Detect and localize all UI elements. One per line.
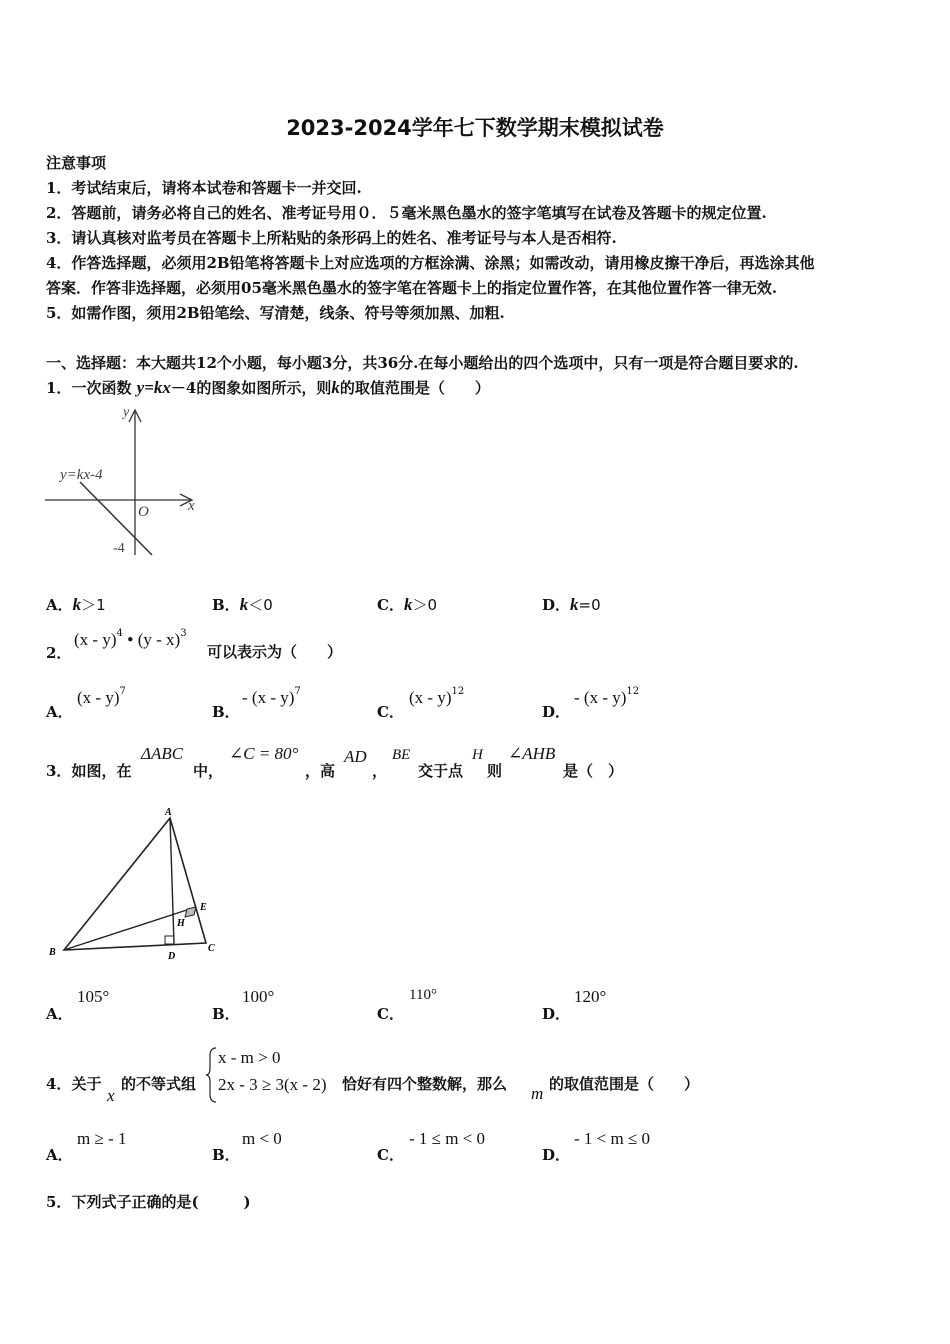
q1-option-b: B．k＜0 [212,595,273,614]
question-3-number: 3．如图，在 [46,762,132,780]
q3-option-b-value: 100° [242,987,275,1006]
page-title: 2023-2024学年七下数学期末模拟试卷 [286,116,664,140]
notice-heading: 注意事项 [46,154,107,172]
intercept-label: -4 [113,541,125,556]
q4-m: m [531,1084,544,1103]
q3-option-d-label: D． [542,1005,571,1023]
question-4-number: 4．关于 [46,1075,102,1093]
x-axis-label: x [188,498,195,514]
svg-text:H: H [177,918,185,929]
notice-item: 1．考试结束后，请将本试卷和答题卡一并交回. [46,179,362,197]
q4-option-c-label: C． [377,1146,404,1164]
q2-option-b-label: B． [212,703,240,721]
notice-item: 4．作答选择题，必须用2B铅笔将答题卡上对应选项的方框涂满、涂黑；如需改动，请用橡皮擦干净后，再选涂其他 [46,254,815,272]
notice-item: 5．如需作图，须用2B铅笔绘、写清楚，线条、符号等须加黑、加粗. [46,304,505,322]
q3-angle-c: ∠C = 80° [229,744,299,763]
origin-label: O [138,504,149,520]
q3-option-c-label: C． [377,1005,404,1023]
q4-option-d-label: D． [542,1146,571,1164]
question-2 [46,642,71,663]
q3-option-a-label: A． [46,1005,73,1023]
question-1: 1．一次函数 y=kx－4的图象如图所示，则k的取值范围是（ ） [46,378,490,397]
svg-text:B: B [49,947,56,958]
question-5: 5．下列式子正确的是( ) [46,1193,251,1211]
right-angle-d [165,936,174,944]
q4-option-b-label: B． [212,1146,240,1164]
q4-inequality-1: x - m > 0 [218,1048,281,1067]
q3-option-a-value: 105° [77,987,110,1006]
q4-inequality-2: 2x - 3 ≥ 3(x - 2) [218,1075,327,1094]
q3-triangle: ΔABC [141,744,184,763]
q3-option-c-value: 110° [409,987,437,1003]
q3-option-b-label: B． [212,1005,240,1023]
svg-text:A: A [165,807,172,818]
q4-system-brace [206,1046,218,1104]
q3-ad: AD [344,747,367,766]
q4-option-a-label: A． [46,1146,73,1164]
q4-option-b-expr: m < 0 [242,1129,282,1148]
svg-text:D: D [168,951,176,962]
q2-option-a-expr: (x - y)$^7$ [77,686,126,707]
svg-text:C: C [208,943,215,954]
q2-option-d-label: D． [542,703,571,721]
q3-angle-ahb: ∠AHB [508,744,556,763]
notice-item: 3．请认真核对监考员在答题卡上所粘贴的条形码上的姓名、准考证号与本人是否相符. [46,229,617,247]
notice-item: 2．答题前，请务必将自己的姓名、准考证号用０．５毫米黑色墨水的签字笔填写在试卷及答题卡的规定位置. [46,204,767,222]
altitude-ad [170,818,174,944]
q2-text: 可以表示为（ ） [207,643,343,661]
q2-option-c-label: C． [377,703,404,721]
q3-h: H [472,747,483,763]
q3-triangle-figure [44,803,234,968]
q1-option-a: A．k＞1 [46,595,106,614]
triangle-abc [64,818,206,950]
section-heading: 一、选择题：本大题共12个小题，每小题3分，共36分.在每小题给出的四个选项中，只有一项是符合题目要求的. [46,354,799,372]
q2-option-a-label: A． [46,703,73,721]
q3-be: BE [392,747,411,763]
q4-x: x [107,1086,115,1105]
y-axis-label: y [123,405,130,420]
q2-expression: (x - y)$^4$ • (y - x)$^3$ [74,628,187,649]
q1-option-d: D．k=0 [542,595,601,614]
right-angle-e [185,907,196,917]
q2-option-d-expr: - (x - y)$^{12}$ [574,686,640,707]
q4-option-a-expr: m ≥ - 1 [77,1129,127,1148]
question-number: 2． [46,644,72,662]
q1-option-c: C．k＞0 [377,595,437,614]
q3-option-d-value: 120° [574,987,607,1006]
question-number: 1． [46,379,72,397]
svg-text:E: E [200,902,207,913]
q1-function-graph [40,400,210,565]
line-label: y=kx-4 [60,467,103,483]
q2-option-c-expr: (x - y)$^{12}$ [409,686,465,707]
q2-option-b-expr: - (x - y)$^7$ [242,686,301,707]
q4-option-c-expr: - 1 ≤ m < 0 [409,1129,486,1148]
q4-option-d-expr: - 1 < m ≤ 0 [574,1129,651,1148]
notice-item: 答案．作答非选择题，必须用05毫米黑色墨水的签字笔在答题卡上的指定位置作答，在其他位置作答一律无效. [46,279,778,297]
